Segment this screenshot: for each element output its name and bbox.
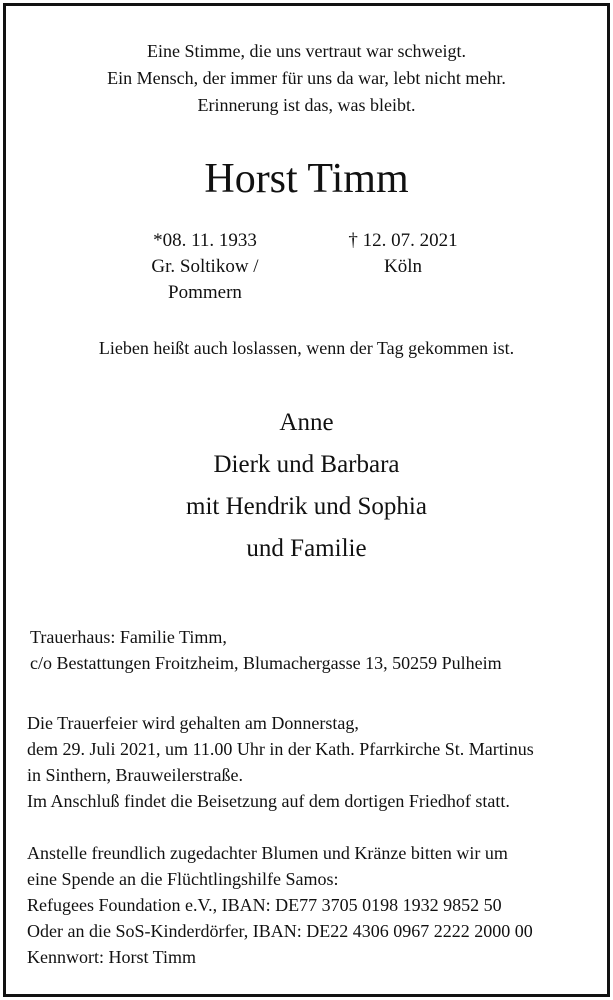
funeral-line: dem 29. Juli 2021, um 11.00 Uhr in der Kath. Pfarrkirche St. Martinus	[27, 739, 534, 759]
mourning-house	[30, 624, 502, 676]
birth-place-region: Pommern	[168, 282, 242, 303]
funeral-line: Die Trauerfeier wird gehalten am Donnerstag,	[27, 713, 359, 733]
mourner-line: mit Hendrik und Sophia	[186, 493, 427, 520]
verse-line: Ein Mensch, der immer für uns da war, lebt nicht mehr.	[107, 68, 506, 88]
birth-place: Gr. Soltikow /	[151, 256, 259, 277]
death-date: † 12. 07. 2021	[348, 230, 458, 251]
death-place: Köln	[384, 256, 422, 277]
mourning-house-line: Trauerhaus: Familie Timm,	[30, 627, 227, 647]
funeral-info	[27, 710, 534, 814]
mourners	[0, 402, 613, 570]
donation-info	[27, 840, 533, 970]
deceased-name: Horst Timm	[204, 156, 409, 202]
verse-line: Erinnerung ist das, was bleibt.	[197, 95, 416, 115]
donation-line: Oder an die SoS-Kinderdörfer, IBAN: DE22 4306 0967 2222 2000 00	[27, 921, 533, 941]
birth-info	[120, 228, 290, 306]
funeral-line: in Sinthern, Brauweilerstraße.	[27, 765, 243, 785]
mourner-line: Anne	[279, 409, 334, 436]
funeral-line: Im Anschluß findet die Beisetzung auf dem dortigen Friedhof statt.	[27, 791, 510, 811]
birth-date: *08. 11. 1933	[153, 230, 257, 251]
quote: Lieben heißt auch loslassen, wenn der Tag gekommen ist.	[98, 338, 515, 358]
donation-line: Anstelle freundlich zugedachter Blumen und Kränze bitten wir um	[27, 843, 508, 863]
donation-line: eine Spende an die Flüchtlingshilfe Samos:	[27, 869, 339, 889]
mourner-line: und Familie	[246, 535, 367, 562]
verse-line: Eine Stimme, die uns vertraut war schweigt.	[147, 41, 466, 61]
mourning-house-line: c/o Bestattungen Froitzheim, Blumachergasse 13, 50259 Pulheim	[30, 653, 502, 673]
verse	[0, 38, 613, 119]
donation-line: Kennwort: Horst Timm	[27, 947, 197, 967]
mourner-line: Dierk und Barbara	[213, 451, 400, 478]
donation-line: Refugees Foundation e.V., IBAN: DE77 3705 0198 1932 9852 50	[27, 895, 502, 915]
death-info	[318, 228, 488, 280]
